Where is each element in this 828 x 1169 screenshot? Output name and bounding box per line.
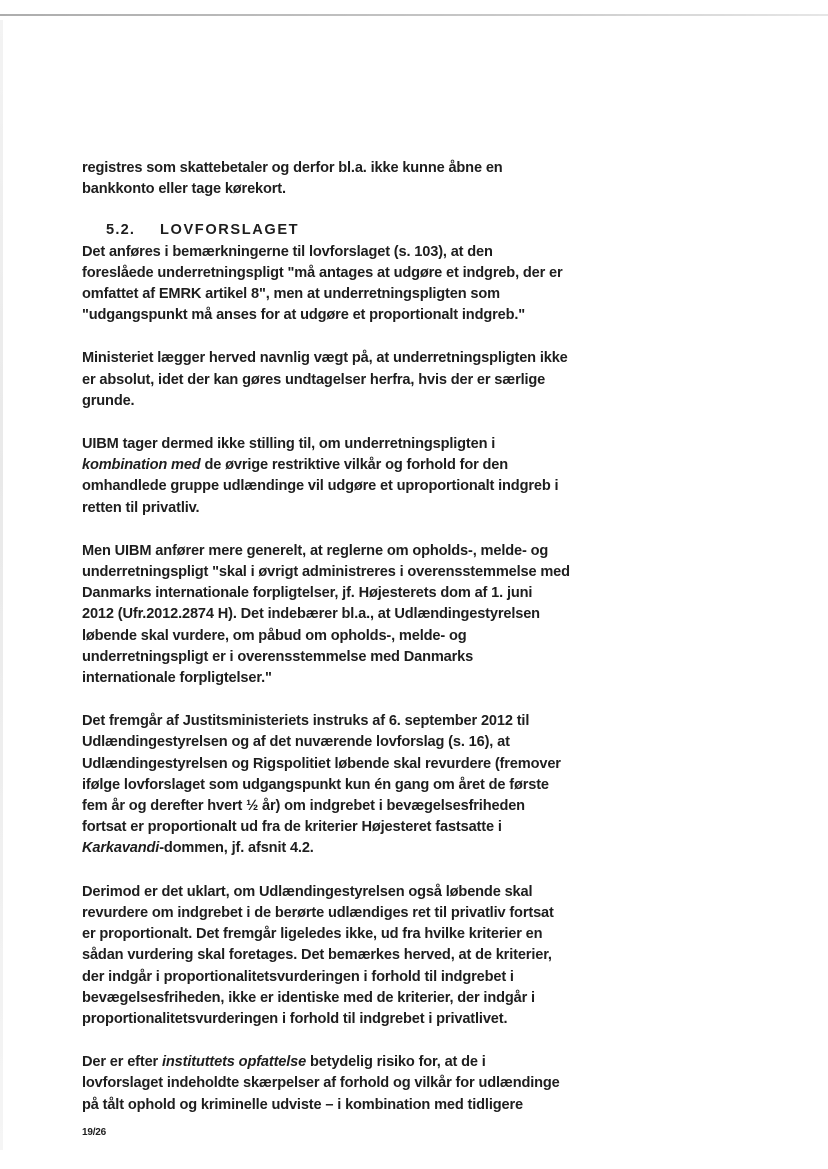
text-line: bankkonto eller tage kørekort.	[82, 181, 286, 198]
italic-emphasis: Karkavandi	[82, 840, 160, 857]
section-number: 5.2.	[106, 222, 136, 239]
text-line: grunde.	[82, 392, 135, 409]
text-line: Derimod er det uklart, om Udlændingestyrelsen også løbende skal	[82, 883, 533, 900]
paragraph-uibm-generelt	[82, 541, 782, 689]
text-line	[82, 838, 782, 859]
text-line: fem år og derefter hvert ½ år) om indgrebet i bevægelsesfriheden	[82, 798, 525, 815]
paragraph-lovforslag	[82, 242, 782, 327]
paragraph-instruks	[82, 711, 782, 859]
text-fragment: Der er efter	[82, 1054, 162, 1071]
section-title: LOVFORSLAGET	[160, 222, 300, 239]
section-heading	[82, 220, 782, 241]
text-line: Udlændingestyrelsen og Rigspolitiet løbende skal revurdere (fremover	[82, 755, 561, 772]
text-line: bevægelsesfriheden, ikke er identiske med de kriterier, der indgår i	[82, 989, 535, 1006]
text-line: på tålt ophold og kriminelle udviste – i kombination med tidligere	[82, 1096, 523, 1113]
text-line: retten til privatliv.	[82, 499, 200, 516]
text-line: omfattet af EMRK artikel 8", men at underretningspligten som	[82, 286, 500, 303]
text-line: foreslåede underretningspligt "må antages at udgøre et indgreb, der er	[82, 264, 563, 281]
text-line: lovforslaget indeholdte skærpelser af forhold og vilkår for udlændinge	[82, 1075, 560, 1092]
text-line: Men UIBM anfører mere generelt, at reglerne om opholds-, melde- og	[82, 542, 549, 559]
text-fragment: betydelig risiko for, at de i	[306, 1054, 486, 1071]
text-fragment: -dommen, jf. afsnit 4.2.	[159, 840, 314, 857]
text-line: "udgangspunkt må anses for at udgøre et proportionalt indgreb."	[82, 307, 526, 324]
paragraph-continuation	[82, 158, 782, 200]
paragraph-uibm-stilling	[82, 434, 782, 519]
text-line	[82, 455, 782, 476]
paragraph-derimod	[82, 882, 782, 1030]
paragraph-ministeriet	[82, 348, 782, 412]
scan-top-edge	[0, 14, 828, 16]
text-line: registres som skattebetaler og derfor bl.a. ikke kunne åbne en	[82, 160, 503, 176]
text-line: omhandlede gruppe udlændinge vil udgøre et uproportionalt indgreb i	[82, 478, 559, 495]
text-line: proportionalitetsvurderingen i forhold til indgrebet i privatlivet.	[82, 1010, 508, 1027]
text-fragment: de øvrige restriktive vilkår og forhold for den	[200, 457, 509, 474]
text-line: revurdere om indgrebet i de berørte udlændiges ret til privatliv fortsat	[82, 904, 554, 921]
text-line: er absolut, idet der kan gøres undtagelser herfra, hvis der er særlige	[82, 371, 546, 388]
text-line: er proportionalt. Det fremgår ligeledes ikke, ud fra hvilke kriterier en	[82, 926, 543, 943]
text-line: 2012 (Ufr.2012.2874 H). Det indebærer bl.a., at Udlændingestyrelsen	[82, 606, 540, 623]
text-line: fortsat er proportionalt ud fra de kriterier Højesteret fastsatte i	[82, 819, 502, 836]
text-line: underretningspligt "skal i øvrigt administreres i overensstemmelse med	[82, 564, 570, 581]
italic-emphasis: instituttets opfattelse	[161, 1054, 307, 1071]
text-line: løbende skal vurdere, om påbud om opholds-, melde- og	[82, 627, 467, 644]
page-number: 19/26	[82, 1127, 107, 1138]
text-line: der indgår i proportionalitetsvurderingen i forhold til indgrebet i	[82, 968, 514, 985]
text-line: UIBM tager dermed ikke stilling til, om underretningspligten i	[82, 436, 496, 453]
document-body	[82, 158, 782, 1138]
text-line: Danmarks internationale forpligtelser, jf. Højesterets dom af 1. juni	[82, 585, 533, 602]
paragraph-risiko	[82, 1052, 782, 1116]
text-line: ifølge lovforslaget som udgangspunkt kun én gang om året de første	[82, 776, 549, 793]
scan-left-edge	[0, 20, 3, 1150]
text-line: underretningspligt er i overensstemmelse med Danmarks	[82, 648, 474, 665]
text-line: internationale forpligtelser."	[82, 670, 272, 687]
text-line: Det anføres i bemærkningerne til lovforslaget (s. 103), at den	[82, 243, 493, 260]
text-line	[82, 1052, 782, 1073]
text-line: sådan vurdering skal foretages. Det bemærkes herved, at de kriterier,	[82, 947, 552, 964]
text-line: Det fremgår af Justitsministeriets instruks af 6. september 2012 til	[82, 713, 530, 730]
text-line: Udlændingestyrelsen og af det nuværende lovforslag (s. 16), at	[82, 734, 510, 751]
text-line: Ministeriet lægger herved navnlig vægt på, at underretningspligten ikke	[82, 350, 568, 367]
italic-emphasis: kombination med	[82, 457, 201, 474]
